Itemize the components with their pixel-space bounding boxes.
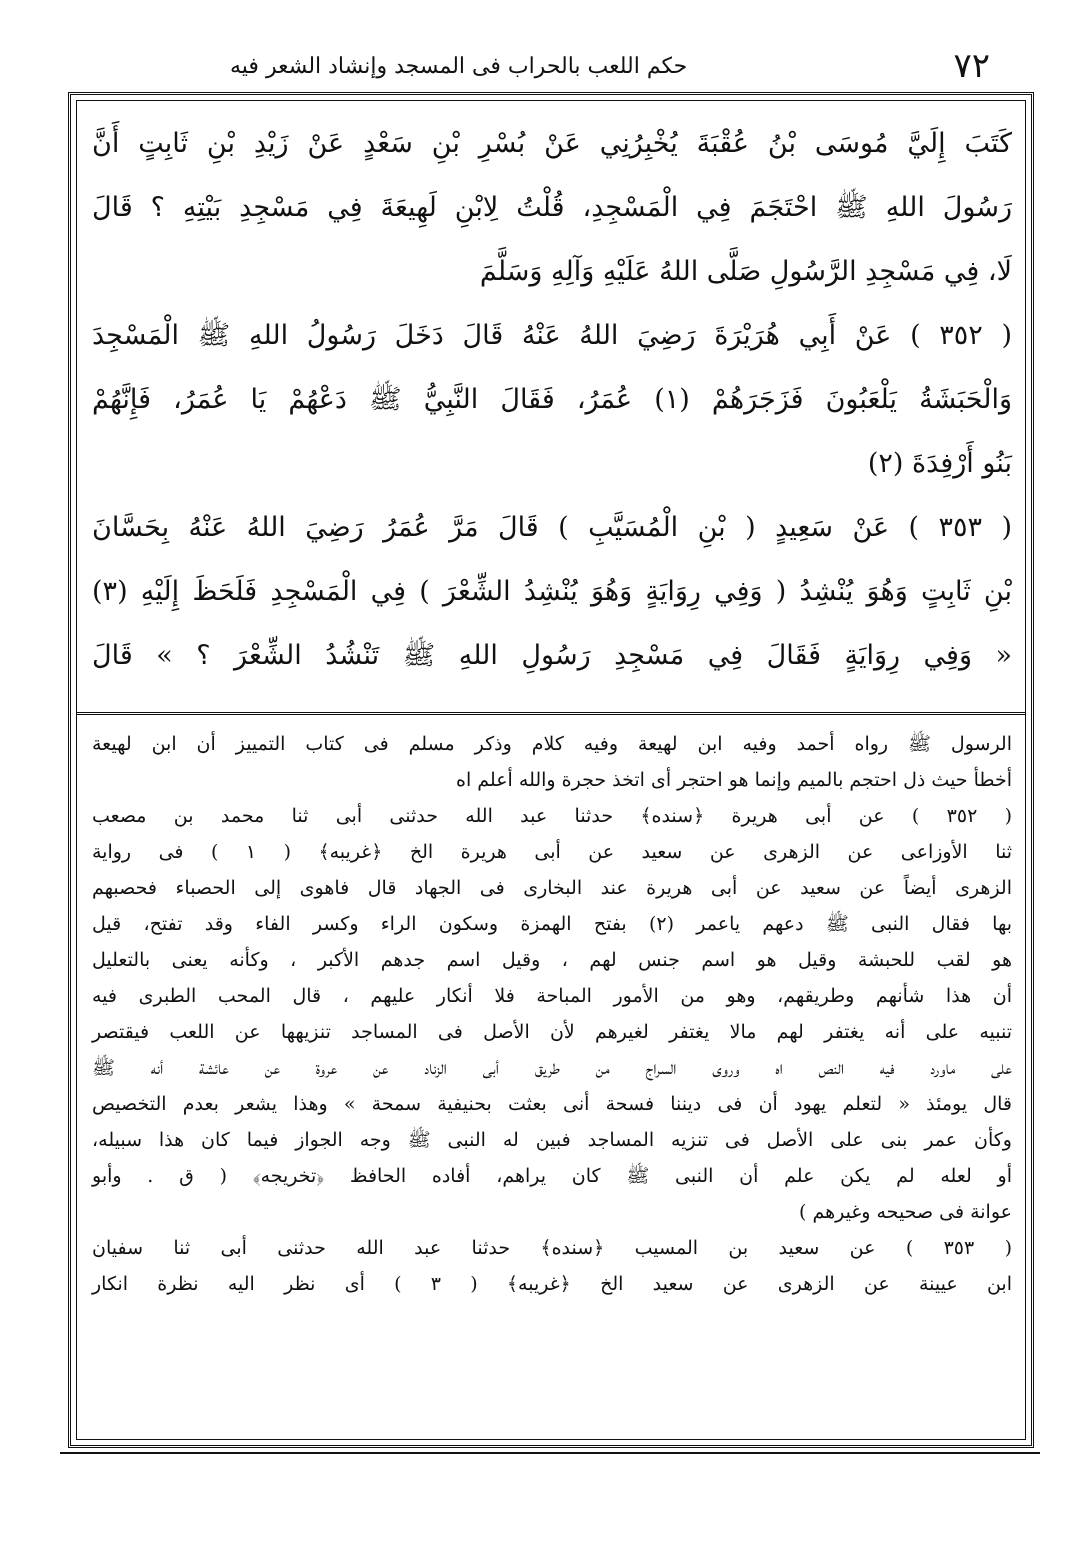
hadith-text [92, 112, 1012, 700]
hadith-line: بْنِ ثَابِتٍ وَهُوَ يُنْشِدُ ( وَفِي رِوَايَةٍ وَهُوَ يُنْشِدُ الشِّعْرَ ) فِي الْمَسْجِدِ فَلَحَظَ إِلَيْهِ (٣) [92, 576, 1012, 607]
commentary-line: بها فقال النبى ﷺ دعهم ياعمر (٢) بفتح الهمزة وسكون الراء وكسر الفاء وقد تفتح، قيل [92, 913, 1013, 935]
hadith-line: وَالْحَبَشَةُ يَلْعَبُونَ فَزَجَرَهُمْ (١) عُمَرُ، فَقَالَ النَّبِيُّ ﷺ دَعْهُمْ يَا عُمَرُ، فَإِنَّهُمْ [92, 384, 1012, 415]
commentary-line: ثنا الأوزاعى عن الزهرى عن سعيد عن أبى هريرة الخ ﴿غريبه﴾ ( ١ ) فى رواية [92, 841, 1013, 863]
hadith-line: رَسُولَ اللهِ ﷺ احْتَجَمَ فِي الْمَسْجِدِ، قُلْتُ لِابْنِ لَهِيعَةَ فِي مَسْجِدِ بَيْتِهِ ؟ قَالَ [92, 192, 1012, 223]
hadith-line: ( ٣٥٣ ) عَنْ سَعِيدٍ ( بْنِ الْمُسَيَّبِ ) قَالَ مَرَّ عُمَرُ رَضِيَ اللهُ عَنْهُ بِحَسَّانَ [92, 512, 1012, 543]
hadith-line: كَتَبَ إِلَيَّ مُوسَى بْنُ عُقْبَةَ يُخْبِرُنِي عَنْ بُسْرِ بْنِ سَعْدٍ عَنْ زَيْدِ بْنِ ثَابِتٍ أَنَّ [92, 128, 1012, 159]
section-separator [76, 712, 1026, 715]
hadith-line: ( ٣٥٢ ) عَنْ أَبِي هُرَيْرَةَ رَضِيَ اللهُ عَنْهُ قَالَ دَخَلَ رَسُولُ اللهِ ﷺ الْمَسْجِدَ [92, 320, 1012, 351]
commentary-line: تنبيه على أنه يغتفر لهم مالا يغتفر لغيرهم لأن الأصل فى المساجد تنزيهها عن اللعب فيقتصر [92, 1021, 1012, 1043]
hadith-line: بَنُو أَرْفِدَةَ (٢) [867, 448, 1012, 479]
bottom-rule [60, 1452, 1040, 1454]
commentary-line: أن هذا شأنهم وطريقهم، وهو من الأمور المباحة فلا أنكار عليهم ، قال المحب الطبرى فيه [92, 985, 1012, 1007]
commentary-line: أو لعله لم يكن علم أن النبى ﷺ كان يراهم، أفاده الحافظ ﴿تخريجه﴾ ( ق . وأبو [92, 1165, 1012, 1187]
running-title: حكم اللعب بالحراب فى المسجد وإنشاد الشعر فيه [230, 54, 688, 79]
commentary-line: هو لقب للحبشة وقيل هو اسم جنس لهم ، وقيل اسم جدهم الأكبر ، وكأنه يعنى بالتعليل [92, 949, 1012, 971]
commentary-line: ( ٣٥٢ ) عن أبى هريرة ﴿سنده﴾ حدثنا عبد الله حدثنى أبى ثنا محمد بن مصعب [92, 805, 1013, 827]
commentary-line: ( ٣٥٣ ) عن سعيد بن المسيب ﴿سنده﴾ حدثنا عبد الله حدثنى أبى ثنا سفيان [92, 1237, 1012, 1259]
commentary-line: وكأن عمر بنى على الأصل فى تنزيه المساجد فبين له النبى ﷺ وجه الجواز فيما كان هذا سبيله، [92, 1129, 1012, 1151]
commentary-line: الرسول ﷺ رواه أحمد وفيه ابن لهيعة وفيه كلام وذكر مسلم فى كتاب التمييز أن ابن لهيعة [92, 733, 1012, 755]
commentary-line: على ماورد فيه النص اه وروى السراج من طريق أبى الزناد عن عروة عن عائشة أنه ﷺ [92, 1057, 1012, 1079]
commentary-line: عوانة فى صحيحه وغيرهم ) [799, 1201, 1012, 1223]
commentary-line: قال يومئذ « لتعلم يهود أن فى ديننا فسحة أنى بعثت بحنيفية سمحة » وهذا يشعر بعدم التخصيص [92, 1093, 1012, 1115]
hadith-line: « وَفِي رِوَايَةٍ فَقَالَ فِي مَسْجِدِ رَسُولِ اللهِ ﷺ تَنْشُدُ الشِّعْرَ ؟ » قَالَ [92, 640, 1012, 671]
commentary-line: ابن عيينة عن الزهرى عن سعيد الخ ﴿غريبه﴾ ( ٣ ) أى نظر اليه نظرة انكار [92, 1273, 1012, 1295]
commentary-line: أخطأ حيث ذل احتجم بالميم وإنما هو احتجر أى اتخذ حجرة والله أعلم اه [456, 769, 1012, 791]
commentary-line: الزهرى أيضاً عن سعيد عن أبى هريرة عند البخارى فى الجهاد قال فاهوى إلى الحصباء فحصبهم [92, 877, 1012, 899]
page-header [70, 42, 1030, 92]
hadith-line: لَا، فِي مَسْجِدِ الرَّسُولِ صَلَّى اللهُ عَلَيْهِ وَآلِهِ وَسَلَّمَ [479, 256, 1012, 287]
page-number: ٧٢ [953, 46, 990, 86]
commentary-text [92, 726, 1012, 1416]
